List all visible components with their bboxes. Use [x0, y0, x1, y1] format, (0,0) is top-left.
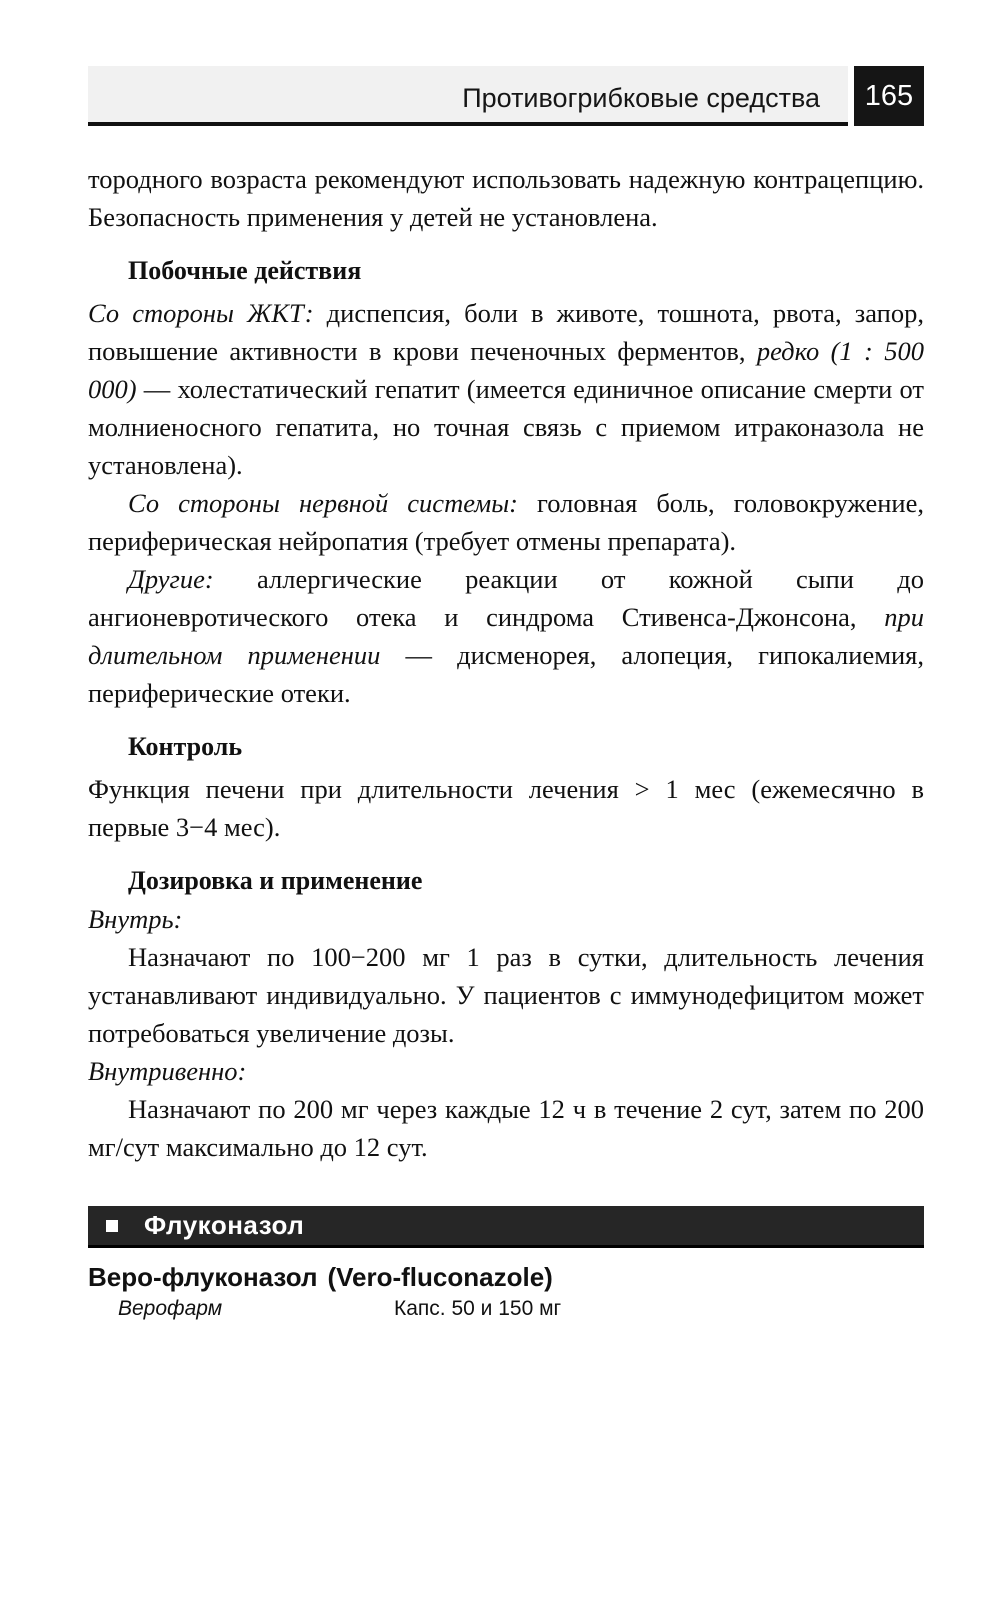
product-latin-name: (Vero-fluconazole) [327, 1262, 553, 1292]
control-heading: Контроль [128, 732, 243, 761]
gi-text-2: — холестатический гепатит (имеется единичное описание смерти от молниеносного гепатита, но точная связь с приемом итраконазола не установлена). [88, 374, 924, 480]
product-name-line [88, 1260, 924, 1294]
nervous-label: Со стороны нервной системы: [128, 488, 518, 518]
drug-section-header [88, 1206, 924, 1248]
control-paragraph: Функция печени при длительности лечения > 1 мес (ежемесячно в первые 3−4 мес). [88, 774, 924, 842]
side-effects-heading: Побочные действия [128, 256, 362, 285]
side-effects-nervous-paragraph [88, 484, 924, 560]
gi-rare-label: редко (1 : 500 000) [88, 336, 924, 404]
running-header [88, 66, 924, 126]
body-text [88, 160, 924, 1166]
oral-route-label: Внутрь: [88, 904, 183, 934]
product-name: Веро-флуконазол [88, 1262, 318, 1292]
product-manufacturer: Верофарм [118, 1297, 223, 1320]
iv-dosage-paragraph: Назначают по 200 мг через каждые 12 ч в течение 2 сут, затем по 200 мг/сут максимально до 12 сут. [88, 1094, 924, 1162]
square-bullet-icon [106, 1220, 118, 1232]
page-number: 165 [854, 66, 924, 126]
side-effects-other-paragraph [88, 560, 924, 712]
product-form: Капс. 50 и 150 мг [394, 1297, 562, 1320]
iv-route-label: Внутривенно: [88, 1056, 247, 1086]
nervous-text: головная боль, головокружение, периферическая нейропатия (требует отмены препарата). [88, 488, 924, 556]
other-label: Другие: [128, 564, 214, 594]
other-text-1: аллергические реакции от кожной сыпи до ангионевротического отека и синдрома Стивенса-Джонсона, [88, 564, 924, 632]
oral-dosage-paragraph: Назначают по 100−200 мг 1 раз в сутки, длительность лечения устанавливают индивидуально. У пациентов с иммунодефицитом может потребоваться увеличение дозы. [88, 942, 924, 1048]
running-header-title: Противогрибковые средства [462, 83, 820, 113]
other-text-2: — дисменорея, алопеция, гипокалиемия, периферические отеки. [88, 640, 924, 708]
side-effects-gi-paragraph [88, 294, 924, 484]
running-header-band [88, 66, 848, 126]
gi-text-1: диспепсия, боли в животе, тошнота, рвота, запор, повышение активности в крови печеночных ферментов, [88, 298, 924, 366]
other-long-label: при длительном применении [88, 602, 924, 670]
drug-section-title: Флуконазол [144, 1210, 305, 1240]
intro-paragraph: тородного возраста рекомендуют использовать надежную контрацепцию. Безопасность применения у детей не установлена. [88, 164, 924, 232]
dosage-heading: Дозировка и применение [128, 866, 423, 895]
gi-label: Со стороны ЖКТ: [88, 298, 314, 328]
book-page [88, 66, 924, 1324]
product-details-row [88, 1294, 924, 1324]
